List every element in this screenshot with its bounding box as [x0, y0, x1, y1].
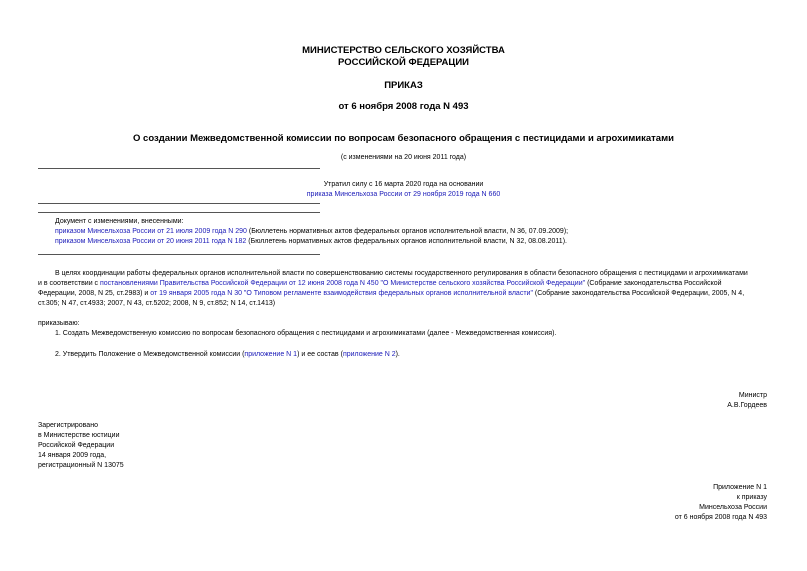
- order-item-1: 1. Создать Межведомственную комиссию по вопросам безопасного обращения с пестицидами и агрохимикатами (далее - Межведомственная комиссия).: [55, 330, 557, 337]
- appendix-2-link[interactable]: приложение N 2: [342, 351, 396, 358]
- registration-line: регистрационный N 13075: [38, 462, 124, 469]
- appendix-1-link[interactable]: приложение N 1: [244, 351, 298, 358]
- changes-item-text: (Бюллетень нормативных актов федеральных органов исполнительной власти, N 32, 08.08.2011).: [246, 238, 567, 245]
- preamble-line: и в соответствии с постановлениями Правительства Российской Федерации от 12 июня 2008 года N 450 "О Министерстве сельского хозяйства Российской Федерации" (Собрание законодательства Российской: [38, 280, 722, 287]
- doc-type: ПРИКАЗ: [384, 80, 423, 91]
- amendment-note: (с изменениями на 20 июня 2011 года): [340, 154, 467, 161]
- registration-line: Зарегистрировано: [38, 422, 98, 429]
- preamble-line: Федерации, 2008, N 25, ст.2983) и от 19 января 2005 года N 30 "О Типовом регламенте взаимодействия федеральных органов исполнительной власти" (Собрание законодательства Российской Федерации, 2005, N 4,: [38, 290, 745, 297]
- changes-item-text: (Бюллетень нормативных актов федеральных органов исполнительной власти, N 36, 07.09.2009);: [246, 228, 569, 235]
- preamble-link[interactable]: от 19 января 2005 года N 30 "О Типовом регламенте взаимодействия федеральных органов исполнительной власти": [150, 290, 533, 297]
- divider: [38, 254, 320, 255]
- expired-text: Утратил силу с 16 марта 2020 года на основании: [323, 181, 484, 188]
- changes-item-link[interactable]: приказом Минсельхоза России от 20 июня 2011 года N 182: [55, 238, 247, 245]
- registration-line: в Министерстве юстиции: [38, 432, 120, 439]
- preamble-line: В целях координации работы федеральных органов исполнительной власти по совершенствованию системы государственного регулирования в области безопасного обращения с пестицидами и агрохимикатами: [55, 270, 748, 277]
- appendix-line: Приложение N 1: [713, 484, 767, 491]
- changes-item: [55, 227, 568, 236]
- ministry-line-1: МИНИСТЕРСТВО СЕЛЬСКОГО ХОЗЯЙСТВА: [302, 45, 505, 56]
- appendix-line: к приказу: [736, 494, 767, 501]
- signature-name: А.В.Гордеев: [727, 402, 767, 409]
- appendix-line: от 6 ноября 2008 года N 493: [674, 514, 767, 521]
- expired-link[interactable]: приказа Минсельхоза России от 29 ноября 2019 года N 660: [306, 191, 501, 198]
- signature-title: Министр: [738, 392, 767, 399]
- divider: [38, 212, 320, 213]
- preamble-link[interactable]: постановлениями Правительства Российской Федерации от 12 июня 2008 года N 450 "О Министерстве сельского хозяйства Российской Федерации": [100, 280, 586, 287]
- divider: [38, 168, 320, 169]
- appendix-line: Минсельхоза России: [699, 504, 767, 511]
- preamble-line: ст.305; N 47, ст.4933; 2007, N 43, ст.5202; 2008, N 9, ст.852; N 14, ст.1413): [38, 300, 276, 307]
- doc-title: О создании Межведомственной комиссии по вопросам безопасного обращения с пестицидами и агрохимикатами: [133, 133, 674, 144]
- registration-line: 14 января 2009 года,: [38, 452, 107, 459]
- changes-intro: Документ с изменениями, внесенными:: [55, 218, 184, 225]
- divider: [38, 203, 320, 204]
- order-item-2: 2. Утвердить Положение о Межведомственной комиссии (приложение N 1) и ее состав (приложение N 2).: [55, 351, 400, 358]
- changes-item: [55, 237, 567, 246]
- registration-line: Российской Федерации: [38, 442, 115, 449]
- changes-item-link[interactable]: приказом Минсельхоза России от 21 июля 2009 года N 290: [55, 228, 247, 235]
- order-verb: приказываю:: [38, 320, 80, 327]
- doc-date-number: от 6 ноября 2008 года N 493: [338, 101, 469, 112]
- ministry-line-2: РОССИЙСКОЙ ФЕДЕРАЦИИ: [337, 57, 469, 68]
